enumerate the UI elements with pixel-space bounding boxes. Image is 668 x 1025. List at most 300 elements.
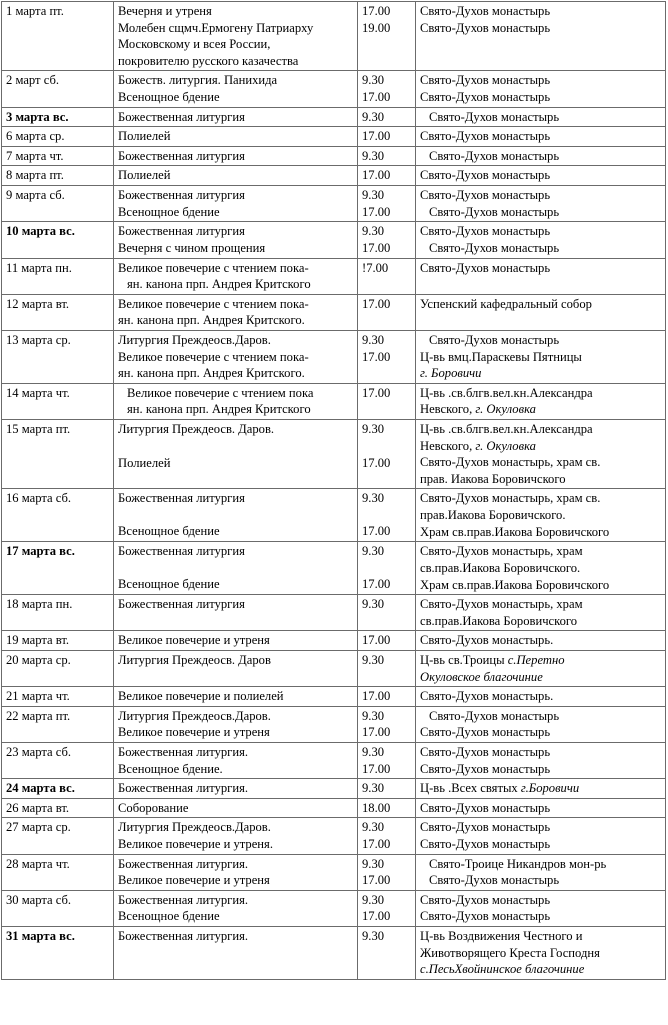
row-location-cell [416,420,666,489]
service-line: Божественная литургия [118,148,245,163]
row-date-cell [2,146,114,166]
service-line: ян. канона прп. Андрея Критского. [118,366,305,381]
time-line: 9.30 [362,544,385,559]
row-service-cell [114,186,358,222]
row-location-cell [416,489,666,542]
row-service-cell [114,779,358,799]
date-text: 23 марта сб. [6,744,72,759]
service-schedule-table [1,1,666,980]
location-line: Храм св.прав.Иакова Боровичского [420,524,610,539]
row-date-cell [2,687,114,707]
location-line: Храм св.прав.Иакова Боровичского [420,577,610,592]
table-row [2,706,666,742]
service-line: Божественная литургия [118,544,245,559]
service-line: Божественная литургия. [118,744,249,759]
row-location-cell [416,890,666,926]
row-service-cell [114,595,358,631]
row-location-cell [416,927,666,980]
location-line: Свято-Духов монастырь [429,708,560,723]
service-line: Соборование [118,800,189,815]
location-line: Свято-Троице Никандров мон-рь [429,856,607,871]
date-text: 2 март сб. [6,73,60,88]
row-location-cell [416,798,666,818]
table-row [2,222,666,258]
time-line: 17.00 [362,204,391,219]
row-location-cell [416,650,666,686]
row-location-cell [416,854,666,890]
location-city-prefix: Невского, [420,438,476,453]
time-line: 17.00 [362,4,391,18]
row-time-cell [358,222,416,258]
row-location-cell [416,330,666,383]
time-line: 17.00 [362,168,391,183]
date-text: 17 марта вс. [6,544,75,559]
row-date-cell [2,383,114,419]
row-time-cell [358,818,416,854]
row-service-cell [114,542,358,595]
location-line: Свято-Духов монастырь, храм [420,597,583,612]
row-date-cell [2,330,114,383]
schedule-table-body [2,2,666,980]
row-service-cell [114,798,358,818]
location-line [420,652,663,669]
date-text: 20 марта ср. [6,652,71,667]
service-line: Московскому и всея России, [118,37,271,52]
date-text: 14 марта чт. [6,385,70,400]
row-time-cell [358,71,416,107]
location-line: Свято-Духов монастырь [420,168,551,183]
time-line: 17.00 [362,129,391,144]
date-text: 27 марта ср. [6,820,71,835]
date-text: 10 марта вс. [6,224,75,239]
time-line: 9.30 [362,188,385,203]
row-date-cell [2,631,114,651]
row-location-cell [416,222,666,258]
table-row [2,107,666,127]
row-service-cell [114,706,358,742]
location-line: Ц-вь .св.блгв.вел.кн.Александра [420,385,593,400]
row-date-cell [2,107,114,127]
row-date-cell [2,706,114,742]
row-location-cell [416,294,666,330]
row-time-cell [358,595,416,631]
date-text: 22 марта пт. [6,708,71,723]
time-line: 18.00 [362,800,391,815]
date-text: 7 марта чт. [6,148,64,163]
table-row [2,927,666,980]
row-service-cell [114,258,358,294]
service-line: Всенощное бдение [118,204,220,219]
row-location-cell [416,706,666,742]
table-row [2,258,666,294]
row-service-cell [114,166,358,186]
service-line: Божественная литургия [118,224,245,239]
location-line: прав. Иакова Боровичского [420,471,566,486]
time-line: 9.30 [362,491,385,506]
service-line: покровителю русского казачества [118,53,299,68]
location-line: Свято-Духов монастырь [429,240,560,255]
service-line: Великое повечерие и утреня [118,725,270,740]
service-line: Литургия Преждеосв.Даров. [118,820,271,835]
time-line: 9.30 [362,597,385,612]
service-line: Полиелей [118,168,171,183]
table-row [2,854,666,890]
location-line: Свято-Духов монастырь. [420,633,554,648]
row-time-cell [358,258,416,294]
date-text: 13 марта ср. [6,332,71,347]
table-row [2,420,666,489]
row-date-cell [2,222,114,258]
table-row [2,779,666,799]
row-service-cell [114,330,358,383]
row-date-cell [2,854,114,890]
row-time-cell [358,420,416,489]
service-line: Литургия Преждеосв. Даров. [118,422,275,437]
service-line: Великое повечерие с чтением пока- [118,349,309,364]
location-line: г. Боровичи [420,366,482,381]
row-service-cell [114,146,358,166]
service-line: Полиелей [118,455,171,470]
row-time-cell [358,706,416,742]
time-line: 9.30 [362,73,385,88]
row-service-cell [114,927,358,980]
location-church: Ц-вь .Всех святых [420,781,521,796]
service-line: Великое повечерие и полиелей [118,689,284,704]
date-text: 11 марта пн. [6,260,72,275]
location-line: Свято-Духов монастырь, храм св. [420,455,601,470]
location-line: Свято-Духов монастырь [420,4,551,18]
service-line: ян. канона прп. Андрея Критского [127,277,311,292]
schedule-page [0,1,668,1025]
table-row [2,650,666,686]
row-time-cell [358,854,416,890]
location-line: Свято-Духов монастырь [429,332,560,347]
time-line: 17.00 [362,90,391,105]
service-line: Великое повечерие и утреня. [118,837,273,852]
service-line: Божественная литургия [118,188,245,203]
date-text: 21 марта чт. [6,689,70,704]
location-line: Ц-вь .св.блгв.вел.кн.Александра [420,422,593,437]
location-line: Свято-Духов монастырь [420,909,551,924]
time-line: 9.30 [362,744,385,759]
row-service-cell [114,2,358,71]
location-line: Свято-Духов монастырь [420,129,551,144]
location-line: св.прав.Иакова Боровичского [420,613,578,628]
service-line: Всенощное бдение [118,90,220,105]
table-row [2,294,666,330]
location-line: Животворящего Креста Господня [420,945,600,960]
location-line: Свято-Духов монастырь [420,725,551,740]
row-location-cell [416,779,666,799]
table-row [2,2,666,71]
row-time-cell [358,798,416,818]
row-time-cell [358,2,416,71]
row-location-cell [416,2,666,71]
service-line: Божественная литургия. [118,856,249,871]
row-location-cell [416,742,666,778]
location-line: Ц-вь Воздвижения Честного и [420,929,583,944]
location-line: св.прав.Иакова Боровичского. [420,560,581,575]
time-line: 17.00 [362,725,391,740]
row-service-cell [114,890,358,926]
date-text: 9 марта сб. [6,188,65,203]
row-service-cell [114,222,358,258]
location-line: Свято-Духов монастырь [420,188,551,203]
service-line: Великое повечерие и утреня [118,873,270,888]
time-line: 9.30 [362,332,385,347]
date-text: 31 марта вс. [6,929,75,944]
row-date-cell [2,420,114,489]
row-service-cell [114,107,358,127]
service-line: Вечерня и утреня [118,4,212,18]
time-line: 17.00 [362,873,391,888]
row-date-cell [2,779,114,799]
service-line: Литургия Преждеосв. Даров [118,652,271,667]
time-line: 17.00 [362,455,391,470]
location-line: Свято-Духов монастырь [420,73,551,88]
row-service-cell [114,420,358,489]
date-text: 28 марта чт. [6,856,70,871]
row-service-cell [114,631,358,651]
location-line: Свято-Духов монастырь [429,148,560,163]
time-line: 9.30 [362,820,385,835]
table-row [2,595,666,631]
row-location-cell [416,818,666,854]
service-line: Божественная литургия. [118,892,249,907]
row-location-cell [416,595,666,631]
location-line: Свято-Духов монастырь [420,892,551,907]
row-time-cell [358,146,416,166]
service-line: Божественная литургия [118,597,245,612]
row-time-cell [358,107,416,127]
location-line: Свято-Духов монастырь [420,744,551,759]
location-church: Ц-вь св.Троицы [420,652,508,667]
row-location-cell [416,542,666,595]
location-line: Свято-Духов монастырь, храм св. [420,491,601,506]
table-row [2,687,666,707]
row-location-cell [416,146,666,166]
row-service-cell [114,650,358,686]
row-date-cell [2,258,114,294]
location-line: Свято-Духов монастырь [420,800,551,815]
row-time-cell [358,330,416,383]
time-line: 17.00 [362,349,391,364]
service-line: Молебен сщмч.Ермогену Патриарху [118,20,314,35]
location-city: г.Боровичи [520,781,580,796]
time-line: 17.00 [362,385,391,400]
location-line: Окуловское благочиние [420,669,543,684]
location-line: Свято-Духов монастырь [429,204,560,219]
time-line: 17.00 [362,837,391,852]
table-row [2,818,666,854]
time-line: 17.00 [362,524,391,539]
location-line: Успенский кафедральный собор [420,296,592,311]
row-date-cell [2,166,114,186]
service-line: Божеств. литургия. Панихида [118,73,278,88]
location-line: Свято-Духов монастырь [420,761,551,776]
row-date-cell [2,294,114,330]
location-line: Свято-Духов монастырь [420,260,551,275]
time-line: 17.00 [362,633,391,648]
date-text: 24 марта вс. [6,781,75,796]
time-line: 9.30 [362,224,385,239]
location-line: Свято-Духов монастырь [429,109,560,124]
service-line: Всенощное бдение [118,909,220,924]
row-time-cell [358,294,416,330]
date-text: 12 марта вт. [6,296,70,311]
time-line: 17.00 [362,576,391,591]
row-date-cell [2,71,114,107]
service-line: Божественная литургия. [118,929,249,944]
service-line: Всенощное бдение [118,576,220,591]
row-service-cell [114,383,358,419]
row-service-cell [114,687,358,707]
location-line: Свято-Духов монастырь [429,873,560,888]
row-date-cell [2,650,114,686]
row-time-cell [358,890,416,926]
row-time-cell [358,687,416,707]
table-row [2,71,666,107]
service-line: Всенощное бдение. [118,761,223,776]
time-line: 9.30 [362,109,385,124]
row-location-cell [416,166,666,186]
time-line: 17.00 [362,689,391,704]
service-line: Всенощное бдение [118,524,220,539]
time-line: 17.00 [362,240,391,255]
date-text: 3 марта вс. [6,109,69,124]
location-line [420,780,663,797]
row-location-cell [416,107,666,127]
table-row [2,798,666,818]
location-line: Ц-вь вмц.Параскевы Пятницы [420,349,582,364]
table-row [2,890,666,926]
location-line: Свято-Духов монастырь [420,90,551,105]
service-line: Великое повечерие с чтением пока- [118,296,309,311]
table-row [2,631,666,651]
row-location-cell [416,127,666,147]
service-line: Полиелей [118,129,171,144]
location-line: Свято-Духов монастырь [420,820,551,835]
row-date-cell [2,489,114,542]
row-service-cell [114,294,358,330]
location-line: прав.Иакова Боровичского. [420,508,566,523]
date-text: 30 марта сб. [6,892,72,907]
table-row [2,127,666,147]
location-village: с.Перетно [507,652,565,667]
time-line: 9.30 [362,422,385,437]
service-line: Божественная литургия. [118,781,249,796]
location-line: с.ПесьХвойнинское благочиние [420,962,585,977]
time-line: 9.30 [362,652,385,667]
location-line [420,401,663,418]
row-date-cell [2,742,114,778]
time-line: 17.00 [362,761,391,776]
date-text: 8 марта пт. [6,168,64,183]
service-line: Великое повечерие с чтением пока- [118,260,309,275]
row-time-cell [358,127,416,147]
row-location-cell [416,687,666,707]
location-line: Свято-Духов монастырь [420,224,551,239]
time-line: 9.30 [362,781,385,796]
time-line: 17.00 [362,909,391,924]
table-row [2,146,666,166]
location-line [420,438,663,455]
date-text: 16 марта сб. [6,491,72,506]
row-date-cell [2,127,114,147]
row-date-cell [2,890,114,926]
time-line: !7.00 [362,260,389,275]
row-date-cell [2,2,114,71]
table-row [2,186,666,222]
row-date-cell [2,186,114,222]
table-row [2,542,666,595]
row-date-cell [2,818,114,854]
table-row [2,742,666,778]
service-line: Великое повечерие с чтением пока [127,385,314,400]
service-line: Литургия Преждеосв.Даров. [118,332,271,347]
row-time-cell [358,779,416,799]
row-service-cell [114,71,358,107]
date-text: 15 марта пт. [6,422,71,437]
service-line: ян. канона прп. Андрея Критского [127,402,311,417]
row-time-cell [358,489,416,542]
service-line: Вечерня с чином прощения [118,240,266,255]
row-service-cell [114,818,358,854]
time-line: 17.00 [362,296,391,311]
table-row [2,166,666,186]
service-line: ян. канона прп. Андрея Критского. [118,313,305,328]
row-location-cell [416,71,666,107]
table-row [2,330,666,383]
time-line: 19.00 [362,20,391,35]
table-row [2,489,666,542]
service-line: Литургия Преждеосв.Даров. [118,708,271,723]
time-line: 9.30 [362,892,385,907]
row-service-cell [114,742,358,778]
date-text: 1 марта пт. [6,4,64,18]
service-line: Божественная литургия [118,491,245,506]
time-line: 9.30 [362,856,385,871]
service-line: Великое повечерие и утреня [118,633,270,648]
row-service-cell [114,127,358,147]
time-line: 9.30 [362,929,385,944]
row-date-cell [2,798,114,818]
location-line: Свято-Духов монастырь [420,20,551,35]
row-time-cell [358,383,416,419]
row-location-cell [416,383,666,419]
time-line: 9.30 [362,148,385,163]
location-line: Свято-Духов монастырь, храм [420,544,583,559]
row-time-cell [358,650,416,686]
date-text: 6 марта ср. [6,129,65,144]
row-time-cell [358,166,416,186]
row-time-cell [358,927,416,980]
location-line: Свято-Духов монастырь [420,837,551,852]
row-date-cell [2,542,114,595]
location-city: г. Окуловка [475,402,536,417]
row-time-cell [358,186,416,222]
row-time-cell [358,631,416,651]
row-time-cell [358,542,416,595]
row-location-cell [416,186,666,222]
row-location-cell [416,631,666,651]
location-line: Свято-Духов монастырь. [420,689,554,704]
row-location-cell [416,258,666,294]
service-line: Божественная литургия [118,109,245,124]
date-text: 26 марта вт. [6,800,70,815]
time-line: 9.30 [362,708,385,723]
date-text: 19 марта вт. [6,633,70,648]
